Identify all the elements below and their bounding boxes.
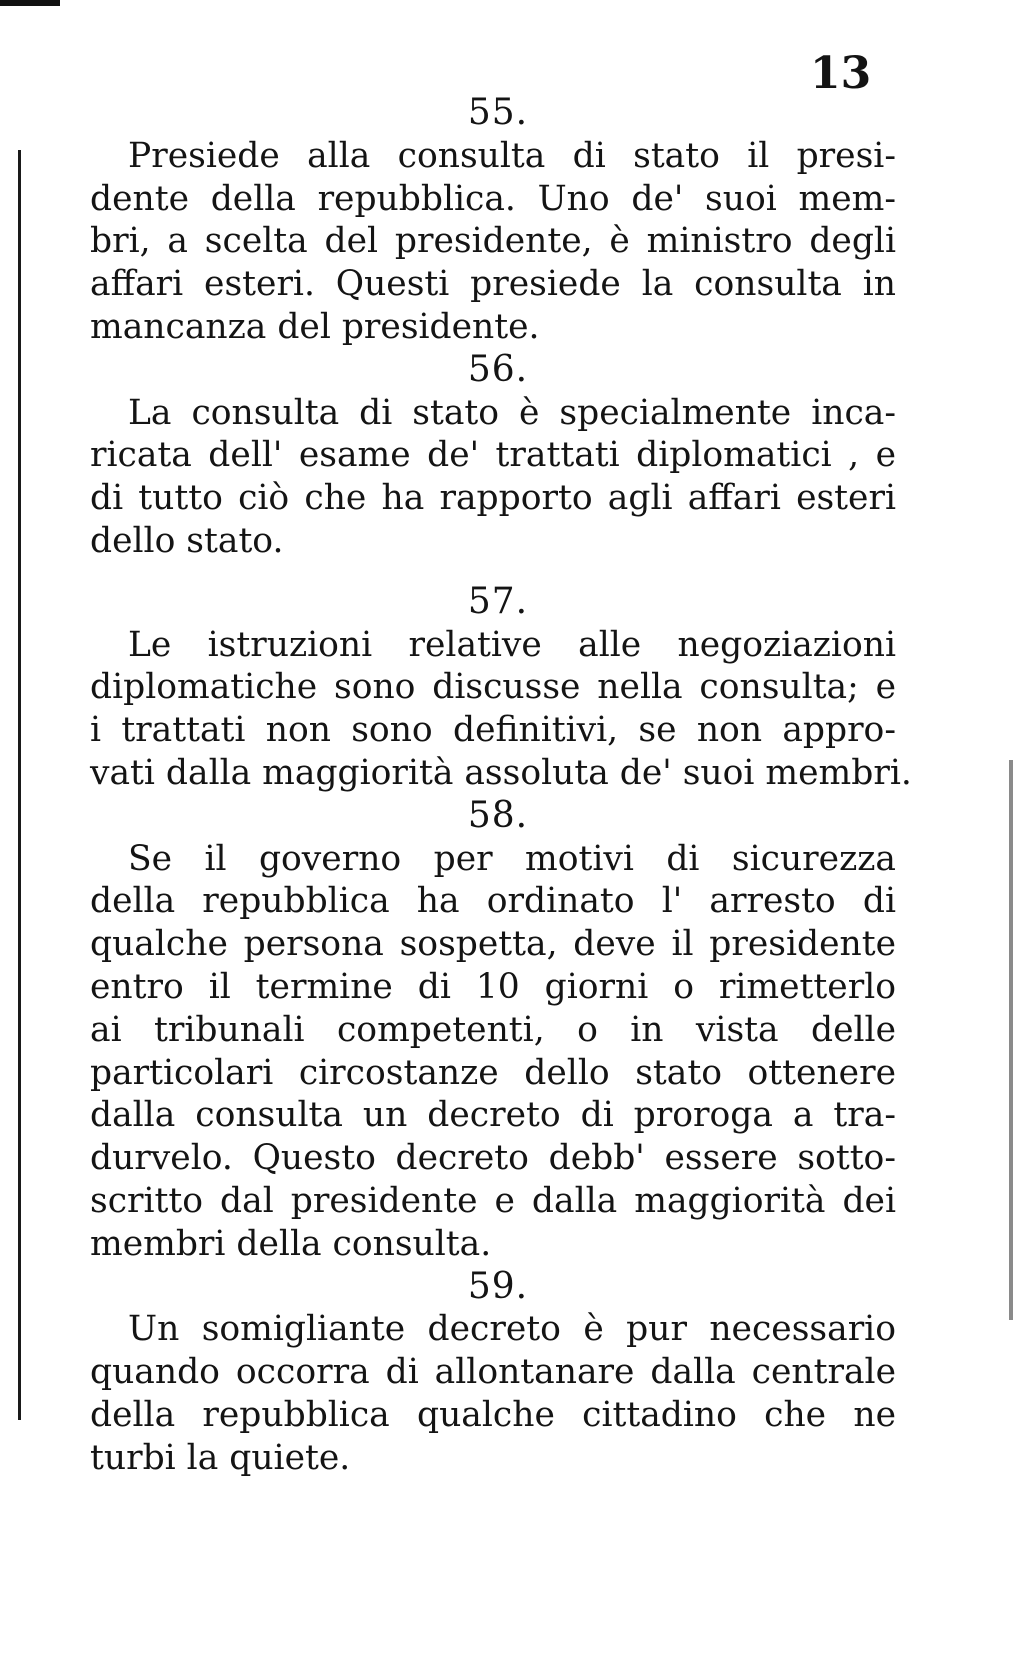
text-line: dalla consulta un decreto di proroga a tra- — [90, 1095, 896, 1136]
text-line: della repubblica ha ordinato l' arresto di — [90, 881, 896, 922]
text-line: durvelo. Questo decreto debb' essere sotto- — [90, 1138, 896, 1179]
left-margin-rule — [18, 150, 21, 1420]
page-number: 13 — [810, 48, 872, 99]
text-line: i trattati non sono definitivi, se non appro- — [90, 710, 896, 751]
text-line: della repubblica qualche cittadino che ne — [90, 1394, 896, 1435]
text-line: di tutto ciò che ha rapporto agli affari esteri — [90, 478, 896, 519]
text-line: membri della consulta. — [90, 1223, 492, 1264]
article-number-59: 59. — [467, 1265, 529, 1307]
text-line: Se il governo per motivi di sicurezza — [128, 838, 896, 879]
article-number-58: 58. — [467, 794, 529, 836]
text-line: diplomatiche sono discusse nella consulta; e — [90, 667, 896, 708]
text-line: scritto dal presidente e dalla maggiorità dei — [90, 1180, 896, 1221]
scan-corner-mark — [0, 0, 60, 6]
text-line: ai tribunali competenti, o in vista delle — [90, 1009, 896, 1050]
text-line: Presiede alla consulta di stato il presi- — [128, 135, 896, 176]
text-line: affari esteri. Questi presiede la consulta in — [90, 264, 896, 305]
text-line: dello stato. — [90, 520, 284, 561]
spacer — [90, 563, 896, 581]
text-line: ricata dell' esame de' trattati diplomatici , e — [90, 435, 896, 476]
article-number-56: 56. — [467, 348, 529, 390]
text-line: dente della repubblica. Uno de' suoi mem- — [90, 178, 896, 219]
text-line: entro il termine di 10 giorni o rimetterlo — [90, 966, 896, 1007]
text-line: bri, a scelta del presidente, è ministro degli — [90, 221, 896, 262]
text-line: qualche persona sospetta, deve il presidente — [90, 924, 896, 965]
text-line: Un somigliante decreto è pur necessario — [128, 1309, 896, 1350]
article-number-55: 55. — [467, 92, 529, 133]
right-edge-shadow — [1009, 760, 1013, 1320]
text-line: quando occorra di allontanare dalla centrale — [90, 1352, 896, 1393]
text-line: vati dalla maggiorità assoluta de' suoi membri. — [90, 752, 912, 793]
text-line: particolari circostanze dello stato ottenere — [90, 1052, 896, 1093]
text-line: mancanza del presidente. — [90, 306, 540, 347]
text-line: turbi la quiete. — [90, 1437, 351, 1478]
page-body — [90, 92, 912, 1480]
article-number-57: 57. — [467, 580, 529, 622]
text-line: La consulta di stato è specialmente inca- — [128, 392, 896, 433]
text-line: Le istruzioni relative alle negoziazioni — [128, 624, 896, 665]
